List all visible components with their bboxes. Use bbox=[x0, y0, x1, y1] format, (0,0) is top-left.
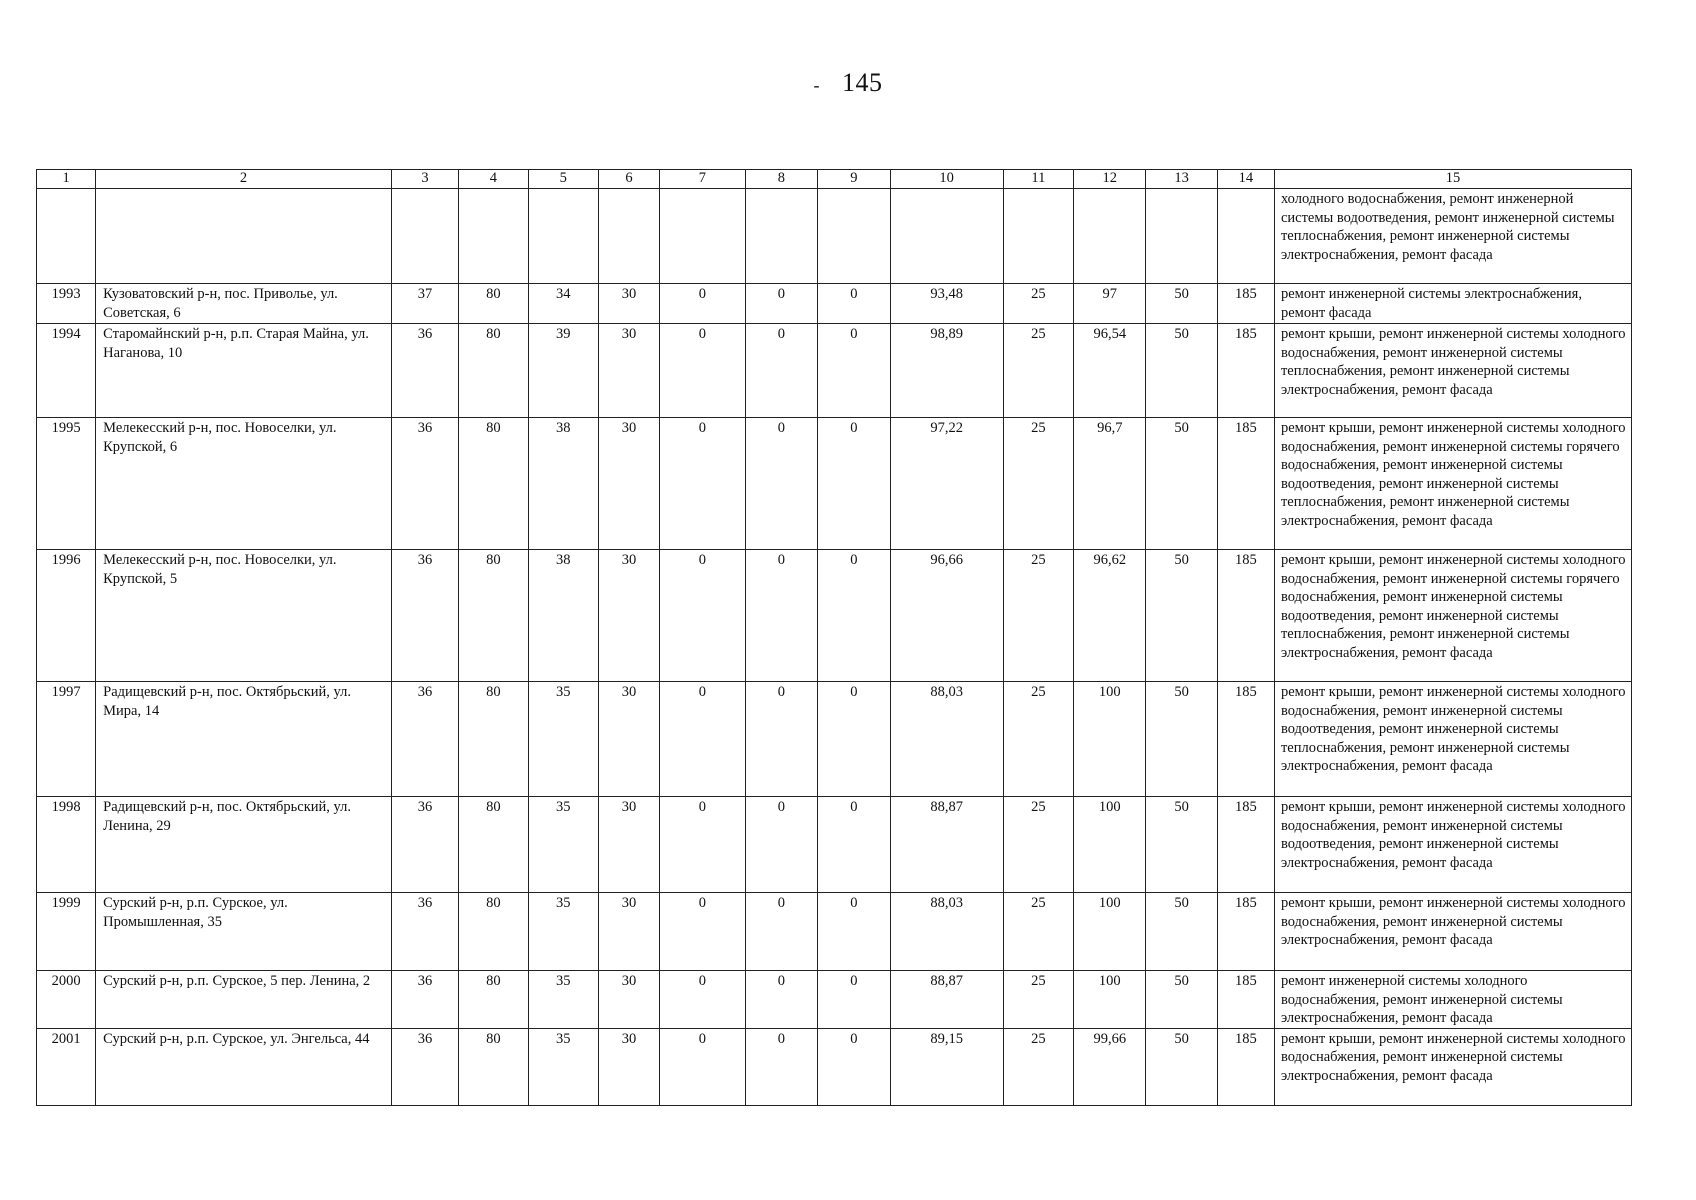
cell-row-number: 1993 bbox=[37, 284, 96, 324]
cell-col-10: 98,89 bbox=[890, 324, 1003, 418]
cell-row-number: 1994 bbox=[37, 324, 96, 418]
cell-col-9: 0 bbox=[818, 971, 890, 1029]
cell-col-11: 25 bbox=[1003, 893, 1073, 971]
cell-col-7: 0 bbox=[660, 893, 746, 971]
repair-table-container bbox=[36, 169, 1632, 1106]
cell-col-4: 80 bbox=[459, 418, 528, 550]
cell-col-4: 80 bbox=[459, 797, 528, 893]
header-cell-15: 15 bbox=[1274, 170, 1631, 189]
cell-col-11: 25 bbox=[1003, 797, 1073, 893]
cell-col-3: 36 bbox=[391, 324, 458, 418]
cell-work-description: ремонт крыши, ремонт инженерной системы холодного водоснабжения, ремонт инженерной системы водоотведения, ремонт инженерной системы электроснабжения, ремонт фасада bbox=[1274, 797, 1631, 893]
cell-col-13: 50 bbox=[1146, 971, 1217, 1029]
cell-col-3: 36 bbox=[391, 971, 458, 1029]
cell-empty bbox=[528, 189, 598, 284]
cell-work-description: ремонт крыши, ремонт инженерной системы холодного водоснабжения, ремонт инженерной системы горячего водоснабжения, ремонт инженерной системы водоотведения, ремонт инженерной системы теплоснабжения, ремонт инженерной системы электроснабжения, ремонт фасада bbox=[1274, 418, 1631, 550]
cell-address: Радищевский р-н, пос. Октябрьский, ул. Ленина, 29 bbox=[96, 797, 392, 893]
cell-col-9: 0 bbox=[818, 893, 890, 971]
cell-col-5: 35 bbox=[528, 1028, 598, 1105]
cell-col-12: 99,66 bbox=[1074, 1028, 1146, 1105]
cell-row-number: 1998 bbox=[37, 797, 96, 893]
cell-col-10: 88,03 bbox=[890, 893, 1003, 971]
cell-col-13: 50 bbox=[1146, 1028, 1217, 1105]
cell-col-3: 36 bbox=[391, 550, 458, 682]
header-cell-6: 6 bbox=[598, 170, 659, 189]
cell-col-13: 50 bbox=[1146, 550, 1217, 682]
cell-empty bbox=[660, 189, 746, 284]
cell-col-5: 35 bbox=[528, 797, 598, 893]
cell-col-4: 80 bbox=[459, 284, 528, 324]
cell-work-description: холодного водоснабжения, ремонт инженерной системы водоотведения, ремонт инженерной системы теплоснабжения, ремонт инженерной системы электроснабжения, ремонт фасада bbox=[1274, 189, 1631, 284]
cell-col-12: 100 bbox=[1074, 682, 1146, 797]
cell-col-10: 88,03 bbox=[890, 682, 1003, 797]
cell-col-13: 50 bbox=[1146, 682, 1217, 797]
cell-col-8: 0 bbox=[745, 893, 817, 971]
cell-col-9: 0 bbox=[818, 418, 890, 550]
table-row bbox=[37, 797, 1632, 893]
cell-work-description: ремонт инженерной системы электроснабжения, ремонт фасада bbox=[1274, 284, 1631, 324]
page-mark: - bbox=[813, 74, 820, 95]
cell-col-11: 25 bbox=[1003, 284, 1073, 324]
cell-col-5: 38 bbox=[528, 550, 598, 682]
cell-col-6: 30 bbox=[598, 893, 659, 971]
cell-col-14: 185 bbox=[1217, 324, 1274, 418]
cell-col-7: 0 bbox=[660, 284, 746, 324]
cell-col-4: 80 bbox=[459, 893, 528, 971]
cell-col-7: 0 bbox=[660, 1028, 746, 1105]
cell-col-12: 100 bbox=[1074, 971, 1146, 1029]
table-body bbox=[37, 189, 1632, 1106]
cell-col-7: 0 bbox=[660, 971, 746, 1029]
cell-col-9: 0 bbox=[818, 797, 890, 893]
cell-col-13: 50 bbox=[1146, 324, 1217, 418]
cell-col-6: 30 bbox=[598, 1028, 659, 1105]
cell-col-6: 30 bbox=[598, 971, 659, 1029]
cell-col-7: 0 bbox=[660, 682, 746, 797]
cell-col-4: 80 bbox=[459, 550, 528, 682]
cell-col-4: 80 bbox=[459, 971, 528, 1029]
cell-col-5: 35 bbox=[528, 682, 598, 797]
cell-col-14: 185 bbox=[1217, 284, 1274, 324]
cell-col-8: 0 bbox=[745, 1028, 817, 1105]
header-cell-8: 8 bbox=[745, 170, 817, 189]
header-cell-1: 1 bbox=[37, 170, 96, 189]
table-row bbox=[37, 1028, 1632, 1105]
cell-col-3: 36 bbox=[391, 797, 458, 893]
table-row bbox=[37, 324, 1632, 418]
cell-col-14: 185 bbox=[1217, 1028, 1274, 1105]
continuation-row bbox=[37, 189, 1632, 284]
cell-col-6: 30 bbox=[598, 284, 659, 324]
cell-col-7: 0 bbox=[660, 418, 746, 550]
cell-col-7: 0 bbox=[660, 550, 746, 682]
cell-col-8: 0 bbox=[745, 550, 817, 682]
cell-row-number: 2000 bbox=[37, 971, 96, 1029]
cell-col-3: 37 bbox=[391, 284, 458, 324]
cell-col-6: 30 bbox=[598, 324, 659, 418]
cell-col-11: 25 bbox=[1003, 418, 1073, 550]
cell-col-6: 30 bbox=[598, 682, 659, 797]
cell-empty bbox=[1003, 189, 1073, 284]
cell-col-13: 50 bbox=[1146, 418, 1217, 550]
cell-empty bbox=[818, 189, 890, 284]
cell-col-10: 93,48 bbox=[890, 284, 1003, 324]
cell-work-description: ремонт крыши, ремонт инженерной системы холодного водоснабжения, ремонт инженерной системы горячего водоснабжения, ремонт инженерной системы водоотведения, ремонт инженерной системы теплоснабжения, ремонт инженерной системы электроснабжения, ремонт фасада bbox=[1274, 550, 1631, 682]
cell-empty bbox=[37, 189, 96, 284]
cell-row-number: 2001 bbox=[37, 1028, 96, 1105]
cell-empty bbox=[1074, 189, 1146, 284]
cell-address: Старомайнский р-н, р.п. Старая Майна, ул. Наганова, 10 bbox=[96, 324, 392, 418]
cell-col-12: 97 bbox=[1074, 284, 1146, 324]
table-row bbox=[37, 971, 1632, 1029]
cell-col-5: 38 bbox=[528, 418, 598, 550]
cell-col-12: 96,54 bbox=[1074, 324, 1146, 418]
cell-col-12: 96,7 bbox=[1074, 418, 1146, 550]
header-cell-12: 12 bbox=[1074, 170, 1146, 189]
cell-col-8: 0 bbox=[745, 324, 817, 418]
cell-col-3: 36 bbox=[391, 893, 458, 971]
cell-col-9: 0 bbox=[818, 1028, 890, 1105]
header-cell-7: 7 bbox=[660, 170, 746, 189]
cell-col-9: 0 bbox=[818, 682, 890, 797]
header-cell-4: 4 bbox=[459, 170, 528, 189]
cell-col-7: 0 bbox=[660, 324, 746, 418]
page-number bbox=[0, 68, 1696, 98]
cell-col-14: 185 bbox=[1217, 682, 1274, 797]
cell-address: Сурский р-н, р.п. Сурское, 5 пер. Ленина, 2 bbox=[96, 971, 392, 1029]
header-row bbox=[37, 170, 1632, 189]
cell-work-description: ремонт крыши, ремонт инженерной системы холодного водоснабжения, ремонт инженерной системы электроснабжения, ремонт фасада bbox=[1274, 893, 1631, 971]
cell-work-description: ремонт крыши, ремонт инженерной системы холодного водоснабжения, ремонт инженерной системы теплоснабжения, ремонт инженерной системы электроснабжения, ремонт фасада bbox=[1274, 324, 1631, 418]
cell-col-12: 100 bbox=[1074, 797, 1146, 893]
cell-col-12: 96,62 bbox=[1074, 550, 1146, 682]
cell-col-6: 30 bbox=[598, 550, 659, 682]
table-row bbox=[37, 550, 1632, 682]
cell-address: Кузоватовский р-н, пос. Приволье, ул. Советская, 6 bbox=[96, 284, 392, 324]
cell-col-8: 0 bbox=[745, 682, 817, 797]
cell-col-5: 39 bbox=[528, 324, 598, 418]
cell-col-8: 0 bbox=[745, 971, 817, 1029]
header-cell-13: 13 bbox=[1146, 170, 1217, 189]
cell-empty bbox=[1217, 189, 1274, 284]
cell-col-5: 34 bbox=[528, 284, 598, 324]
cell-col-7: 0 bbox=[660, 797, 746, 893]
cell-row-number: 1999 bbox=[37, 893, 96, 971]
cell-address: Мелекесский р-н, пос. Новоселки, ул. Крупской, 5 bbox=[96, 550, 392, 682]
cell-col-11: 25 bbox=[1003, 324, 1073, 418]
cell-address: Сурский р-н, р.п. Сурское, ул. Промышленная, 35 bbox=[96, 893, 392, 971]
cell-col-10: 96,66 bbox=[890, 550, 1003, 682]
cell-col-14: 185 bbox=[1217, 797, 1274, 893]
table-row bbox=[37, 682, 1632, 797]
repair-table bbox=[36, 169, 1632, 1106]
cell-col-4: 80 bbox=[459, 682, 528, 797]
cell-work-description: ремонт крыши, ремонт инженерной системы холодного водоснабжения, ремонт инженерной системы электроснабжения, ремонт фасада bbox=[1274, 1028, 1631, 1105]
header-cell-14: 14 bbox=[1217, 170, 1274, 189]
cell-empty bbox=[391, 189, 458, 284]
cell-row-number: 1997 bbox=[37, 682, 96, 797]
cell-empty bbox=[598, 189, 659, 284]
table-row bbox=[37, 284, 1632, 324]
cell-col-11: 25 bbox=[1003, 550, 1073, 682]
cell-col-3: 36 bbox=[391, 682, 458, 797]
cell-work-description: ремонт крыши, ремонт инженерной системы холодного водоснабжения, ремонт инженерной системы водоотведения, ремонт инженерной системы теплоснабжения, ремонт инженерной системы электроснабжения, ремонт фасада bbox=[1274, 682, 1631, 797]
cell-col-14: 185 bbox=[1217, 893, 1274, 971]
cell-col-10: 88,87 bbox=[890, 797, 1003, 893]
cell-col-13: 50 bbox=[1146, 797, 1217, 893]
cell-col-11: 25 bbox=[1003, 682, 1073, 797]
cell-col-11: 25 bbox=[1003, 1028, 1073, 1105]
cell-col-14: 185 bbox=[1217, 550, 1274, 682]
cell-col-4: 80 bbox=[459, 1028, 528, 1105]
table-row bbox=[37, 893, 1632, 971]
cell-address: Сурский р-н, р.п. Сурское, ул. Энгельса, 44 bbox=[96, 1028, 392, 1105]
cell-address: Радищевский р-н, пос. Октябрьский, ул. Мира, 14 bbox=[96, 682, 392, 797]
page-number-value: 145 bbox=[842, 68, 883, 97]
header-cell-5: 5 bbox=[528, 170, 598, 189]
header-cell-9: 9 bbox=[818, 170, 890, 189]
cell-col-13: 50 bbox=[1146, 893, 1217, 971]
cell-col-3: 36 bbox=[391, 1028, 458, 1105]
header-cell-2: 2 bbox=[96, 170, 392, 189]
header-cell-11: 11 bbox=[1003, 170, 1073, 189]
cell-col-10: 89,15 bbox=[890, 1028, 1003, 1105]
cell-col-8: 0 bbox=[745, 418, 817, 550]
cell-col-5: 35 bbox=[528, 971, 598, 1029]
cell-work-description: ремонт инженерной системы холодного водоснабжения, ремонт инженерной системы электроснабжения, ремонт фасада bbox=[1274, 971, 1631, 1029]
cell-empty bbox=[1146, 189, 1217, 284]
cell-row-number: 1996 bbox=[37, 550, 96, 682]
cell-col-10: 97,22 bbox=[890, 418, 1003, 550]
cell-col-3: 36 bbox=[391, 418, 458, 550]
cell-col-9: 0 bbox=[818, 550, 890, 682]
cell-col-14: 185 bbox=[1217, 971, 1274, 1029]
cell-col-6: 30 bbox=[598, 418, 659, 550]
cell-col-11: 25 bbox=[1003, 971, 1073, 1029]
cell-empty bbox=[745, 189, 817, 284]
cell-col-5: 35 bbox=[528, 893, 598, 971]
cell-row-number: 1995 bbox=[37, 418, 96, 550]
table-header bbox=[37, 170, 1632, 189]
cell-empty bbox=[890, 189, 1003, 284]
cell-col-4: 80 bbox=[459, 324, 528, 418]
cell-address: Мелекесский р-н, пос. Новоселки, ул. Крупской, 6 bbox=[96, 418, 392, 550]
cell-col-14: 185 bbox=[1217, 418, 1274, 550]
header-cell-3: 3 bbox=[391, 170, 458, 189]
cell-col-12: 100 bbox=[1074, 893, 1146, 971]
cell-col-8: 0 bbox=[745, 797, 817, 893]
cell-empty bbox=[96, 189, 392, 284]
cell-col-13: 50 bbox=[1146, 284, 1217, 324]
cell-col-10: 88,87 bbox=[890, 971, 1003, 1029]
header-cell-10: 10 bbox=[890, 170, 1003, 189]
cell-col-9: 0 bbox=[818, 284, 890, 324]
cell-col-9: 0 bbox=[818, 324, 890, 418]
cell-col-6: 30 bbox=[598, 797, 659, 893]
table-row bbox=[37, 418, 1632, 550]
cell-empty bbox=[459, 189, 528, 284]
cell-col-8: 0 bbox=[745, 284, 817, 324]
